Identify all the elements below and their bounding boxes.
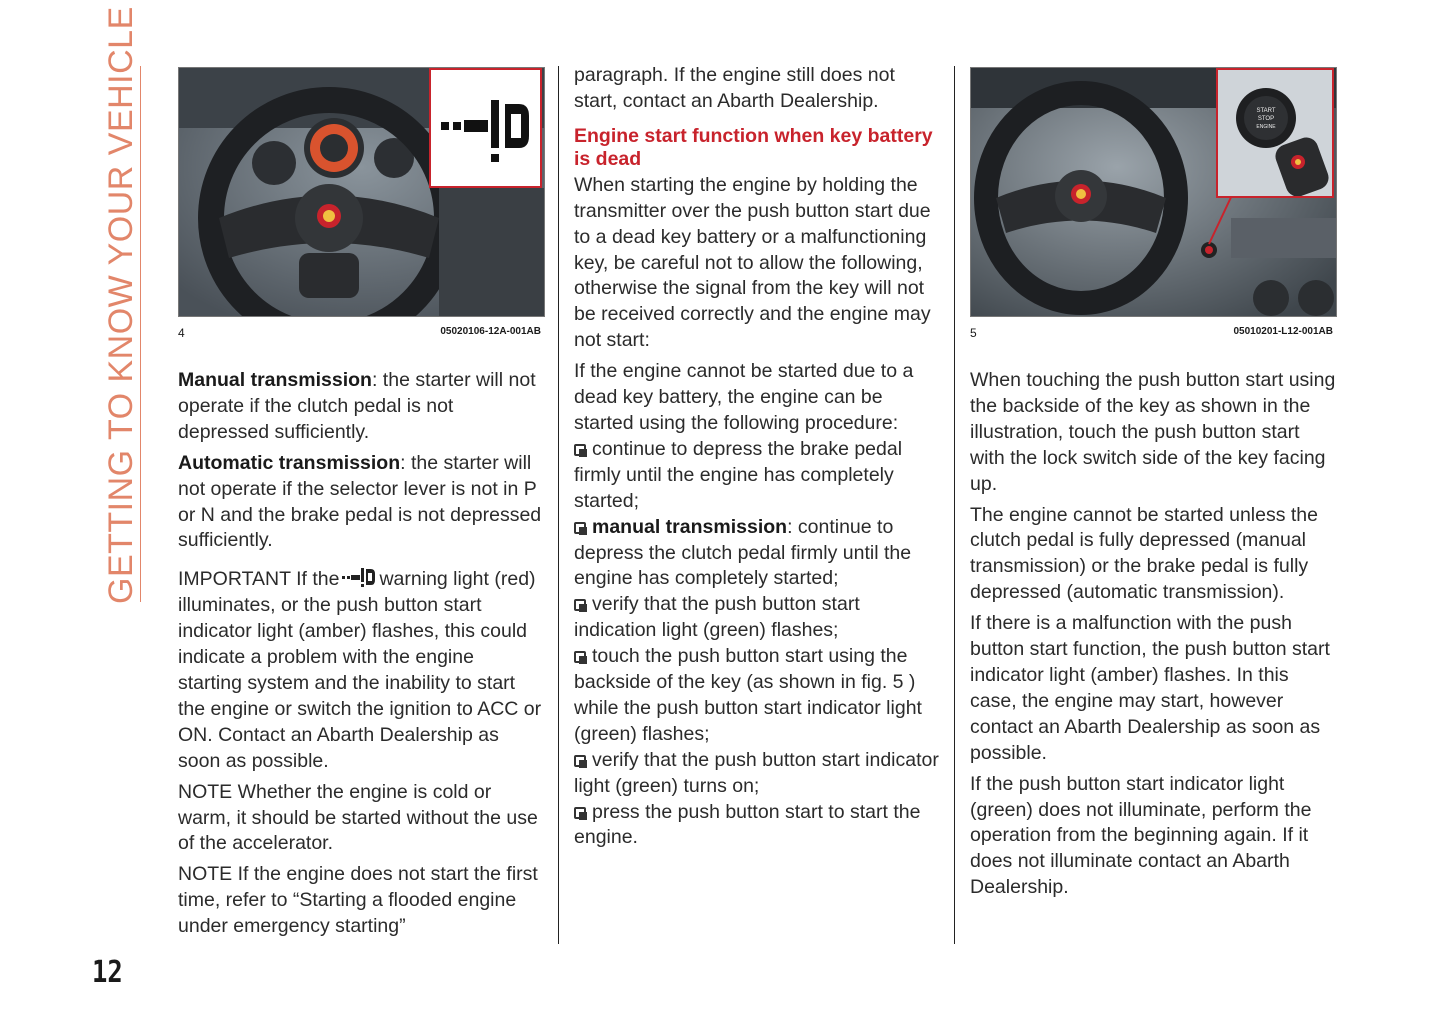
figure-5-inset <box>1216 68 1334 198</box>
column-divider-1 <box>558 66 559 944</box>
key-warning-icon <box>341 566 377 588</box>
figure-5-steering-photo <box>970 67 1337 317</box>
procedure-step-6 <box>574 800 939 852</box>
figure-4-inset <box>429 68 542 188</box>
column-1 <box>178 368 543 945</box>
continued-paragraph: paragraph. If the engine still does not start, contact an Abarth Dealership. <box>574 64 895 112</box>
page-number: 12 <box>92 955 123 990</box>
note-flooded-engine: NOTE If the engine does not start the first time, refer to “Starting a flooded engine under emergency starting” <box>178 863 538 938</box>
procedure-step-1 <box>574 437 939 515</box>
indicator-not-illuminated-paragraph: If the push button start indicator light (green) does not illuminate, perform the operation from the beginning again. If it does not illuminate contact an Abarth Dealership. <box>970 772 1312 899</box>
automatic-transmission-text: : the starter will not operate if the selector lever is not in P or N and the brake pedal is not depressed sufficiently. <box>178 451 542 552</box>
figure-4-number: 4 <box>178 326 185 340</box>
section-side-title: GETTING TO KNOW YOUR VEHICLE <box>102 6 140 604</box>
manual-transmission-label: Manual transmission <box>178 369 372 391</box>
procedure-step-4 <box>574 644 939 748</box>
checkbox-bullet-icon <box>574 807 586 819</box>
checkbox-bullet-icon <box>574 522 586 534</box>
start-button-label-line3: ENGINE <box>1256 124 1276 130</box>
checkbox-bullet-icon <box>574 651 586 663</box>
section-heading-dead-battery: Engine start function when key battery is dead <box>574 124 933 170</box>
step-5-text: verify that the push button start indicator light (green) turns on; <box>574 748 939 797</box>
automatic-transmission-label: Automatic transmission <box>178 451 401 474</box>
malfunction-paragraph: If there is a malfunction with the push button start function, the push button start indicator light (amber) flashes. In this case, the engine may start, however contact an Abarth Dealership as soon as possible. <box>970 612 1330 764</box>
step-3-text: verify that the push button start indication light (green) flashes; <box>574 593 860 642</box>
figure-5-code: 05010201-L12-001AB <box>1233 326 1333 337</box>
step-4-text: touch the push button start using the backside of the key (as shown in fig. 5 ) while the push button start indicator light (green) flashes; <box>574 645 922 745</box>
start-button-label-line2: STOP <box>1257 116 1275 122</box>
figure-4-dashboard-photo <box>178 67 545 317</box>
procedure-step-3 <box>574 592 939 644</box>
procedure-step-2 <box>574 515 939 593</box>
key-warning-icon <box>431 70 540 186</box>
push-button-key-icon <box>1218 70 1332 196</box>
automatic-transmission-paragraph <box>178 451 543 555</box>
key-orientation-paragraph: When touching the push button start using the backside of the key as shown in the illustration, touch the push button start with the lock switch side of the key facing up. <box>970 369 1336 495</box>
checkbox-bullet-icon <box>574 444 586 456</box>
side-title-rule <box>140 66 141 602</box>
checkbox-bullet-icon <box>574 755 586 767</box>
checkbox-bullet-icon <box>574 599 586 611</box>
figure-5-number: 5 <box>970 326 977 340</box>
step-2-label: manual transmission <box>592 515 788 538</box>
column-3 <box>970 368 1338 906</box>
column-divider-2 <box>954 66 955 944</box>
important-text-end: warning light (red) illuminates, or the push button start indicator light (amber) flashes, this could indicate a problem with the engine starting system and the inability to start the engine or switch the ignition to ACC or ON. Contact an Abarth Dealership as soon as possible. <box>178 568 542 772</box>
step-1-text: continue to depress the brake pedal firmly until the engine has completely started; <box>574 437 903 512</box>
important-paragraph <box>178 566 543 774</box>
column-2 <box>574 63 939 851</box>
dead-battery-warning-paragraph: When starting the engine by holding the transmitter over the push button start due to a dead key battery or a malfunctioning key, be careful not to allow the following, otherwise the signal from the key will not be received correctly and the engine may not start: <box>574 173 931 352</box>
procedure-intro-paragraph: If the engine cannot be started due to a dead key battery, the engine can be started using the following procedure: <box>574 360 914 434</box>
procedure-step-5 <box>574 748 939 800</box>
step-6-text: press the push button start to start the engine. <box>574 800 921 849</box>
step-2-text: : continue to depress the clutch pedal firmly until the engine has completely started; <box>574 515 912 590</box>
note-cold-warm: NOTE Whether the engine is cold or warm, it should be started without the use of the accelerator. <box>178 780 538 855</box>
pedal-requirement-paragraph: The engine cannot be started unless the clutch pedal is fully depressed (manual transmission) or the brake pedal is fully depressed (automatic transmission). <box>970 503 1318 604</box>
important-text-start: IMPORTANT If the <box>178 568 340 591</box>
manual-transmission-text: : the starter will not operate if the clutch pedal is not depressed sufficiently. <box>178 369 536 443</box>
start-button-label-line1: START <box>1256 108 1276 114</box>
manual-transmission-paragraph <box>178 368 543 446</box>
figure-4-code: 05020106-12A-001AB <box>440 326 541 337</box>
